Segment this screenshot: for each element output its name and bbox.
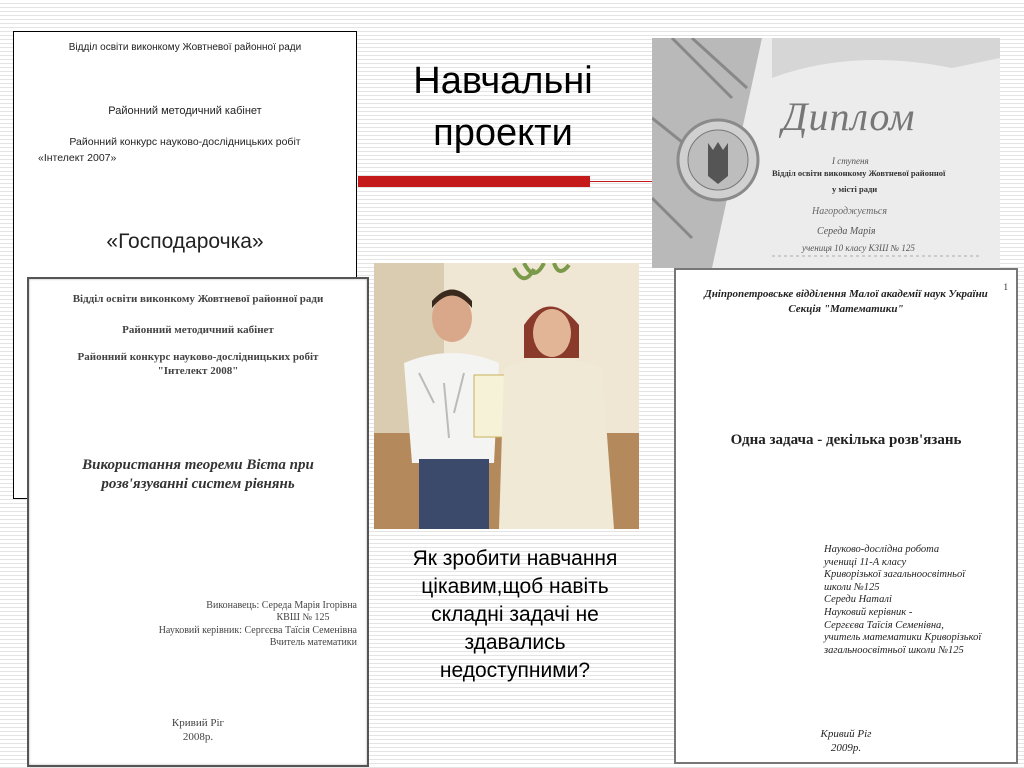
doc2-author: Виконавець: Середа Марія Ігорівна [206,600,357,611]
doc3-topic: Одна задача - декілька розв'язань [730,432,962,448]
diploma-heading: Диплом [782,94,916,139]
diploma-dept-line-1: Відділ освіти виконкому Жовтневої районної [772,168,946,178]
doc3-org-line-1: Дніпропетровське відділення Малої академії наук України [704,288,988,300]
question-line: здавались [464,631,566,654]
doc3-org-line-2: Секція "Математики" [788,303,904,315]
doc3-city: Кривий Ріг [820,728,872,740]
slide-title-line-2: проекти [433,112,573,154]
question-text [375,545,655,685]
doc3-info-line: Науковий керівник - [824,606,913,618]
diploma-name: Середа Марія [817,226,876,237]
diploma-degree: I ступеня [832,156,869,166]
trident-icon [708,142,728,184]
doc1-dept: Відділ освіти виконкому Жовтневої районної ради [68,42,302,53]
diploma-class: учениця 10 класу КЗШ № 125 [802,243,915,253]
doc2-year: 2008р. [182,731,214,743]
accent-bar [358,176,590,187]
accent-line [590,181,652,182]
slide-title [378,55,628,159]
question-line: Як зробити навчання [412,547,618,570]
doc1-topic: «Господарочка» [106,230,264,253]
award-photo [374,263,639,529]
doc2-contest: Районний конкурс науково-дослідницьких робіт [77,351,319,363]
question-line: складні задачі не [431,603,599,626]
question-line: недоступними? [439,659,591,682]
doc2-supervisor: Науковий керівник: Сергєєва Таїсія Семенівна [158,625,357,636]
doc2-cabinet: Районний методичний кабінет [122,324,274,336]
doc1-cabinet: Районний методичний кабінет [108,105,262,117]
doc3-info-line: Сергєєва Таїсія Семенівна, [824,619,944,631]
doc3-info-line: Криворізької загальноосвітньої [824,569,966,581]
diploma-awarded: Нагороджується [812,206,888,217]
doc3-info-line: Середи Наталі [824,594,892,606]
photo-illustration [374,263,639,529]
doc3-info-line: школи №125 [824,581,880,593]
doc2-city: Кривий Ріг [171,717,225,729]
doc2-school: КВШ № 125 [276,612,330,623]
doc3-info-line: учениці 11-А класу [824,556,907,568]
doc3-info-line: учитель математики Криворізької [824,632,982,644]
doc3-info [824,544,981,657]
cover-page-2008 [27,277,369,767]
doc2-topic-line-2: розв'язуванні систем рівнянь [101,476,295,492]
doc1-contest: Районний конкурс науково-дослідницьких робіт [69,136,301,148]
diploma-dept-line-2: у місті ради [832,184,878,194]
doc2-dept: Відділ освіти виконкому Жовтневої районної ради [72,293,324,305]
doc3-info-line: загальноосвітньої школи №125 [824,644,964,656]
doc3-info-line: Науково-дослідна робота [824,544,940,555]
slide-title-line-1: Навчальні [413,60,593,102]
diploma-certificate [652,38,1000,268]
doc2-position: Вчитель математики [269,637,357,648]
doc1-contest-name: «Інтелект 2007» [38,152,117,164]
research-cover-2009 [674,268,1018,764]
doc3-year: 2009р. [830,742,862,754]
doc2-topic-line-1: Використання теореми Вієта при [82,457,314,473]
doc2-contest-name: "Інтелект 2008" [157,365,239,377]
doc3-page-number: 1 [1003,282,1008,292]
question-line: цікавим,щоб навіть [421,575,609,598]
